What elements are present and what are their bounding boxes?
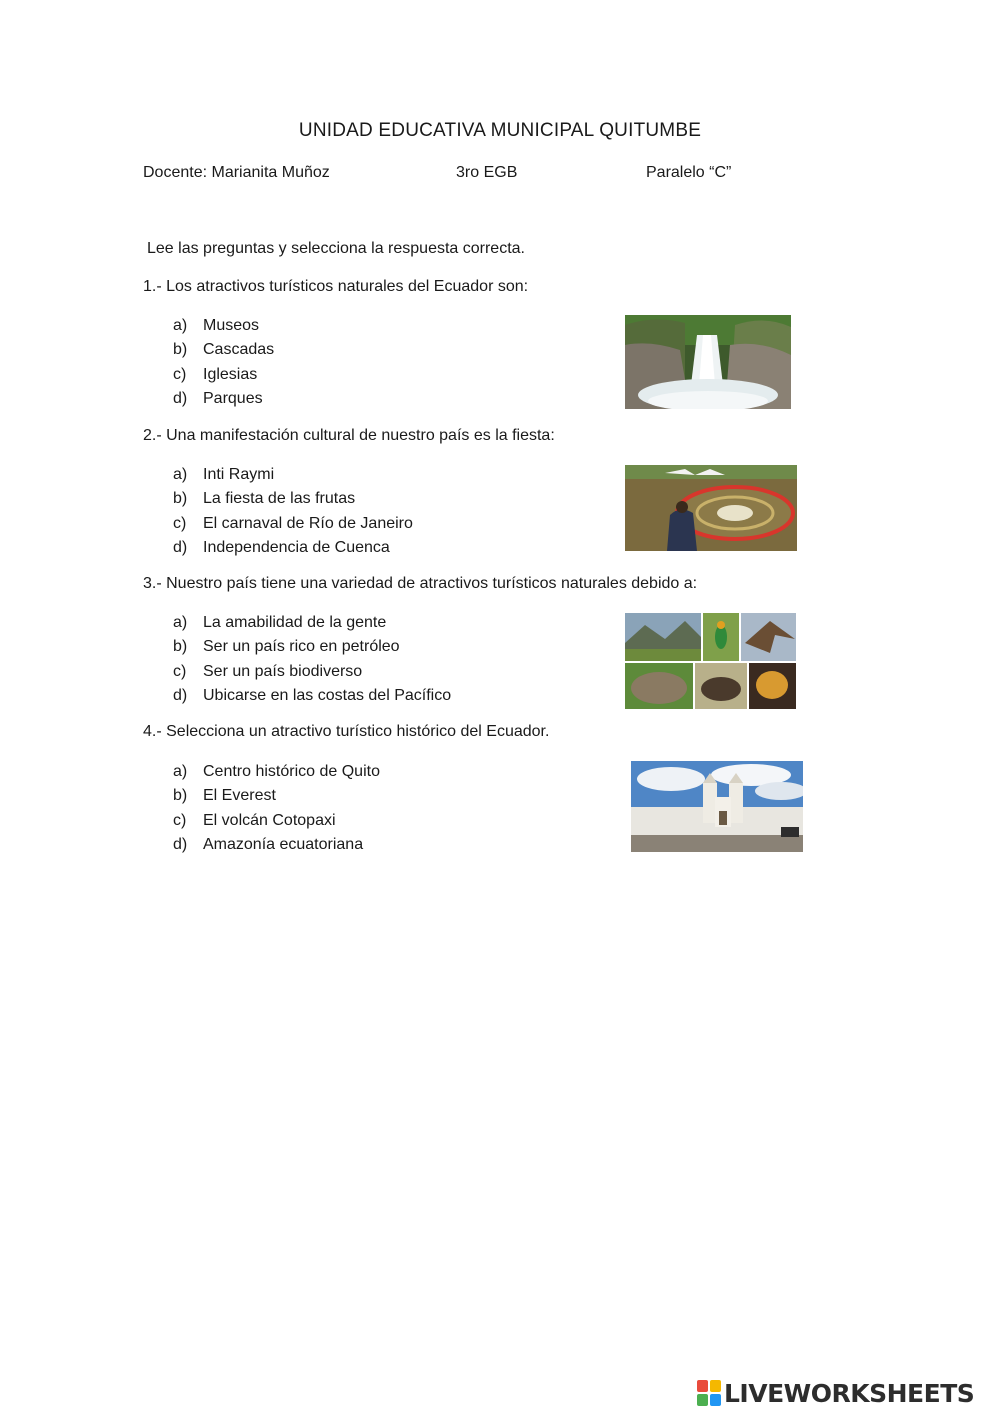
option-letter: b) [173, 638, 188, 656]
option-letter: b) [173, 787, 188, 805]
question-3: 3.- Nuestro país tiene una variedad de atractivos turísticos naturales debido a: [143, 575, 698, 592]
inti-raymi-image [625, 465, 797, 551]
option-text: Ser un país rico en petróleo [203, 638, 400, 656]
option-1b[interactable] [173, 339, 274, 363]
option-1c[interactable] [173, 364, 274, 388]
option-4a[interactable] [173, 761, 380, 785]
option-text: La amabilidad de la gente [203, 614, 387, 631]
option-letter: d) [173, 538, 188, 556]
teacher-name: Docente: Marianita Muñoz [143, 164, 330, 181]
option-text: El carnaval de Río de Janeiro [203, 514, 413, 532]
page-title: UNIDAD EDUCATIVA MUNICIPAL QUITUMBE [298, 120, 702, 141]
option-4d[interactable] [173, 834, 380, 858]
option-2a[interactable] [173, 464, 413, 488]
option-2d[interactable] [173, 537, 413, 561]
historic-quito-image [631, 761, 803, 852]
option-4b[interactable] [173, 785, 380, 809]
option-text: Independencia de Cuenca [203, 538, 390, 556]
option-3d[interactable] [173, 685, 451, 709]
option-3a[interactable] [173, 612, 451, 636]
option-letter: a) [173, 614, 188, 631]
option-text: Parques [203, 389, 263, 407]
option-1d[interactable] [173, 388, 274, 412]
option-3c[interactable] [173, 661, 451, 685]
option-letter: b) [173, 490, 188, 508]
section-label: Paralelo “C” [646, 164, 732, 181]
option-letter: b) [173, 341, 188, 359]
biodiversity-collage-image [625, 613, 796, 709]
option-text: La fiesta de las frutas [203, 490, 356, 508]
option-text: Amazonía ecuatoriana [203, 835, 364, 853]
option-2c[interactable] [173, 513, 413, 537]
option-3b[interactable] [173, 636, 451, 660]
option-text: El volcán Cotopaxi [203, 811, 336, 829]
option-letter: d) [173, 686, 188, 704]
option-text: Inti Raymi [203, 466, 275, 483]
options-question-3 [173, 612, 451, 709]
instructions: Lee las preguntas y selecciona la respuesta correcta. [147, 240, 525, 257]
option-4c[interactable] [173, 810, 380, 834]
logo-text: LIVEWORKSHEETS [724, 1378, 975, 1408]
option-text: Ubicarse en las costas del Pacífico [203, 686, 452, 704]
option-2b[interactable] [173, 488, 413, 512]
question-4: 4.- Selecciona un atractivo turístico histórico del Ecuador. [143, 723, 550, 740]
liveworksheets-logo [697, 1378, 974, 1408]
option-1a[interactable] [173, 315, 274, 339]
option-text: Iglesias [203, 365, 258, 383]
waterfall-image [625, 315, 791, 409]
option-letter: c) [173, 662, 187, 680]
question-2: 2.- Una manifestación cultural de nuestro país es la fiesta: [143, 427, 555, 444]
options-question-2 [173, 464, 413, 561]
option-text: El Everest [203, 787, 276, 805]
options-question-4 [173, 761, 380, 858]
options-question-1 [173, 315, 274, 412]
option-text: Centro histórico de Quito [203, 763, 380, 780]
option-text: Ser un país biodiverso [203, 662, 363, 680]
question-1: 1.- Los atractivos turísticos naturales del Ecuador son: [143, 278, 529, 295]
option-letter: a) [173, 466, 188, 483]
option-text: Museos [203, 317, 260, 334]
option-letter: a) [173, 763, 188, 780]
option-letter: c) [173, 365, 187, 383]
option-letter: c) [173, 514, 187, 532]
option-letter: a) [173, 317, 188, 334]
option-letter: d) [173, 389, 188, 407]
logo-mark-icon [697, 1380, 721, 1406]
option-letter: d) [173, 835, 188, 853]
option-text: Cascadas [203, 341, 275, 359]
option-letter: c) [173, 811, 187, 829]
grade-label: 3ro EGB [456, 164, 518, 181]
